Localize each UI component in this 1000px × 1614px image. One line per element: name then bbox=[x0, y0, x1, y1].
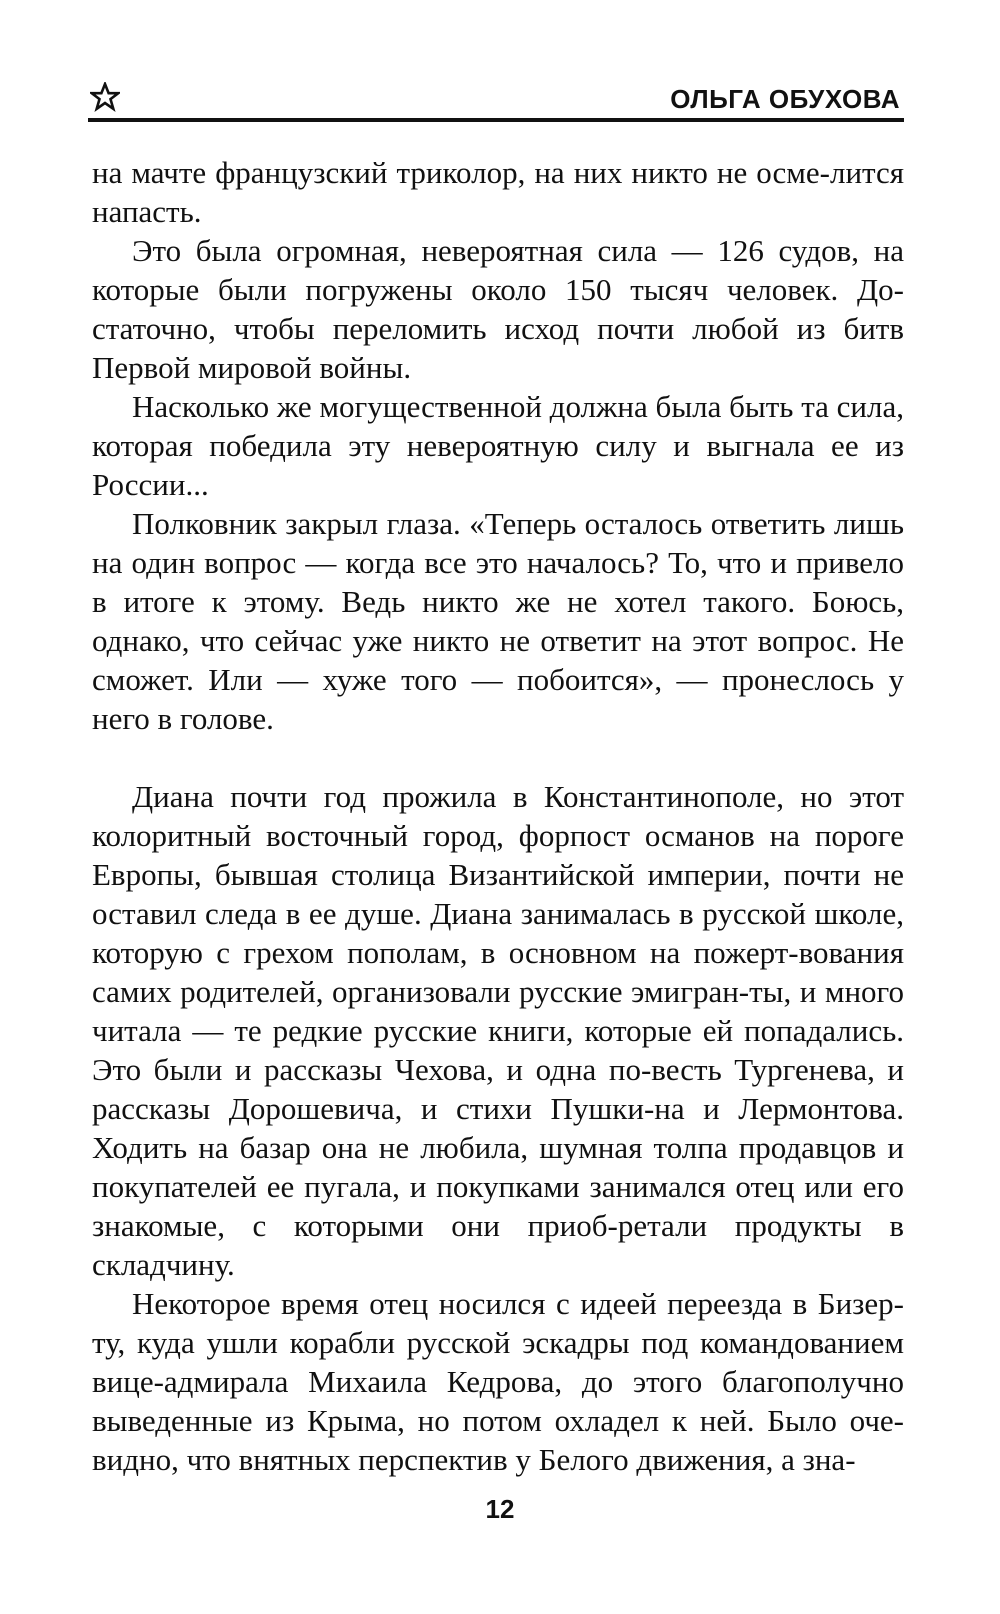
star-outline-icon bbox=[90, 82, 120, 112]
paragraph: Это была огромная, невероятная сила — 126 судов, на которые были погружены около 150 тысяч человек. До-статочно, чтобы переломить исход почти любой из битв Первой мировой войны. bbox=[92, 233, 904, 385]
paragraph: Некоторое время отец носился с идеей переезда в Бизер-ту, куда ушли корабли русской эскадры под командованием вице-адмирала Михаила Кедрова, до этого благополучно выведенные из Крыма, но потом охладел к ней. Было оче-видно, что внятных перспектив у Белого движения, а зна- bbox=[92, 1286, 904, 1477]
paragraph: Полковник закрыл глаза. «Теперь осталось ответить лишь на один вопрос — когда все это началось? То, что и привело в итоге к этому. Ведь никто же не хотел такого. Боюсь, однако, что сейчас уже никто не ответит на этот вопрос. Не сможет. Или — хуже того — побоится», — пронеслось у него в голове. bbox=[92, 506, 904, 736]
paragraph: Диана почти год прожила в Константинополе, но этот колоритный восточный город, форпост османов на пороге Европы, бывшая столица Византийской империи, почти не оставил следа в ее душе. Диана занималась в русской школе, которую с грехом пополам, в основном на пожерт-вования самих родителей, организовали русские эмигран-ты, и много читала — те редкие русские книги, которые ей попадались. Это были и рассказы Чехова, и одна по-весть Тургенева, и рассказы Дорошевича, и стихи Пушки-на и Лермонтова. Ходить на базар она не любила, шумная толпа продавцов и покупателей ее пугала, и покупками занимался отец или его знакомые, с которыми они приоб-ретали продукты в складчину. bbox=[92, 779, 904, 1282]
paragraph: на мачте французский триколор, на них никто не осме-лится напасть. bbox=[92, 155, 904, 229]
header-rule bbox=[88, 118, 904, 122]
page-number: 12 bbox=[485, 1494, 515, 1524]
author-name: ОЛЬГА ОБУХОВА bbox=[670, 84, 900, 114]
body-text bbox=[92, 153, 904, 1479]
paragraph: Насколько же могущественной должна была быть та сила, которая победила эту невероятную силу и выгнала ее из России... bbox=[92, 389, 904, 502]
running-header bbox=[88, 74, 904, 124]
